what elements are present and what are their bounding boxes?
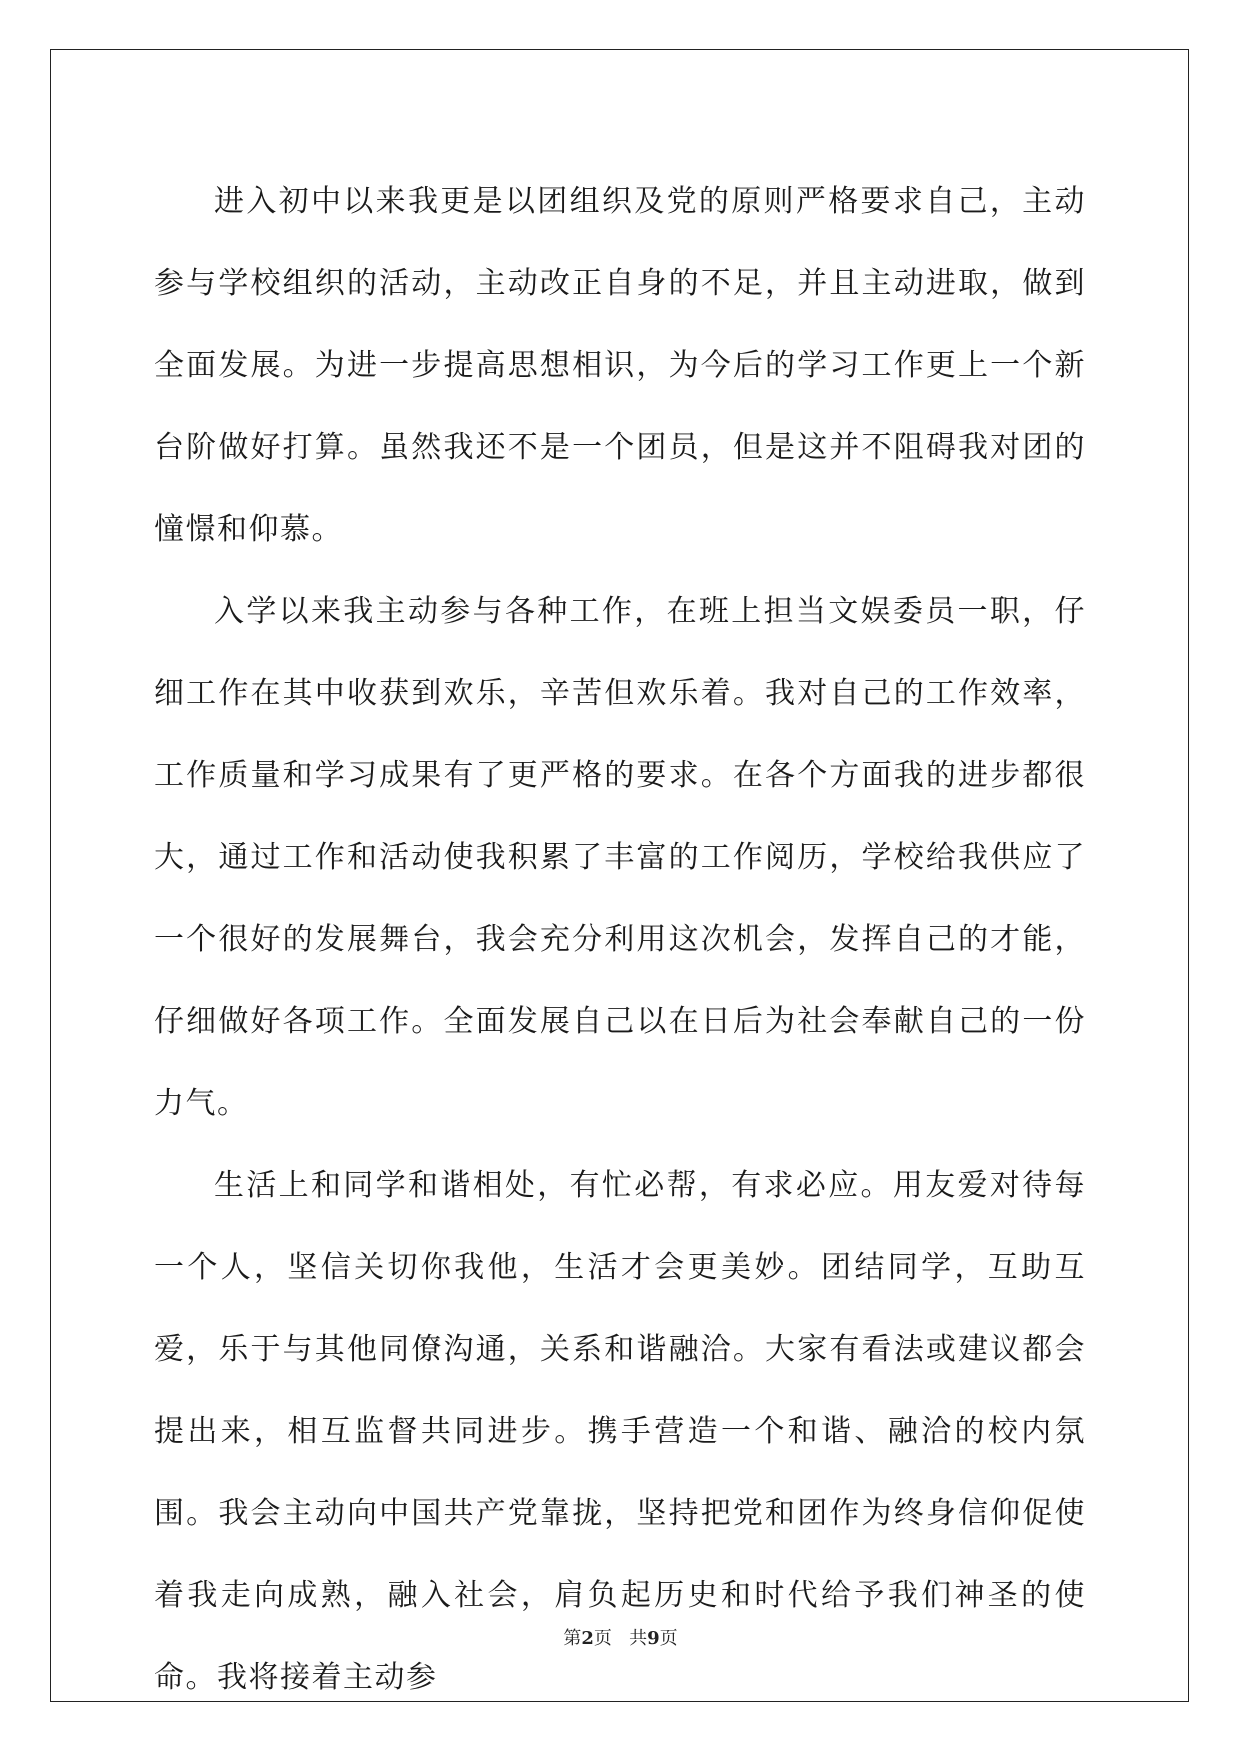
page-number: 2 [581,1628,594,1649]
page-suffix: 页 [593,1628,612,1649]
document-body [154,161,1086,1719]
page-footer [0,1624,1241,1650]
paragraph-3: 生活上和同学和谐相处，有忙必帮，有求必应。用友爱对待每一个人，坚信关切你我他，生活才会更美妙。团结同学，互助互爱，乐于与其他同僚沟通，关系和谐融洽。大家有看法或建议都会提出来，相互监督共同进步。携手营造一个和谐、融洽的校内氛围。我会主动向中国共产党靠拢，坚持把党和团作为终身信仰促使着我走向成熟，融入社会，肩负起历史和时代给予我们神圣的使命。我将接着主动参 [154,1168,1086,1695]
page-prefix: 第 [563,1628,582,1649]
total-pages: 9 [647,1628,660,1649]
total-suffix: 页 [659,1628,678,1649]
total-prefix: 共 [629,1628,648,1649]
paragraph-2: 入学以来我主动参与各种工作，在班上担当文娱委员一职，仔细工作在其中收获到欢乐，辛苦但欢乐着。我对自己的工作效率，工作质量和学习成果有了更严格的要求。在各个方面我的进步都很大，通过工作和活动使我积累了丰富的工作阅历，学校给我供应了一个很好的发展舞台，我会充分利用这次机会，发挥自己的才能，仔细做好各项工作。全面发展自己以在日后为社会奉献自己的一份力气。 [154,594,1086,1121]
paragraph-1: 进入初中以来我更是以团组织及党的原则严格要求自己，主动参与学校组织的活动，主动改正自身的不足，并且主动进取，做到全面发展。为进一步提高思想相识，为今后的学习工作更上一个新台阶做好打算。虽然我还不是一个团员，但是这并不阻碍我对团的憧憬和仰慕。 [154,184,1086,547]
